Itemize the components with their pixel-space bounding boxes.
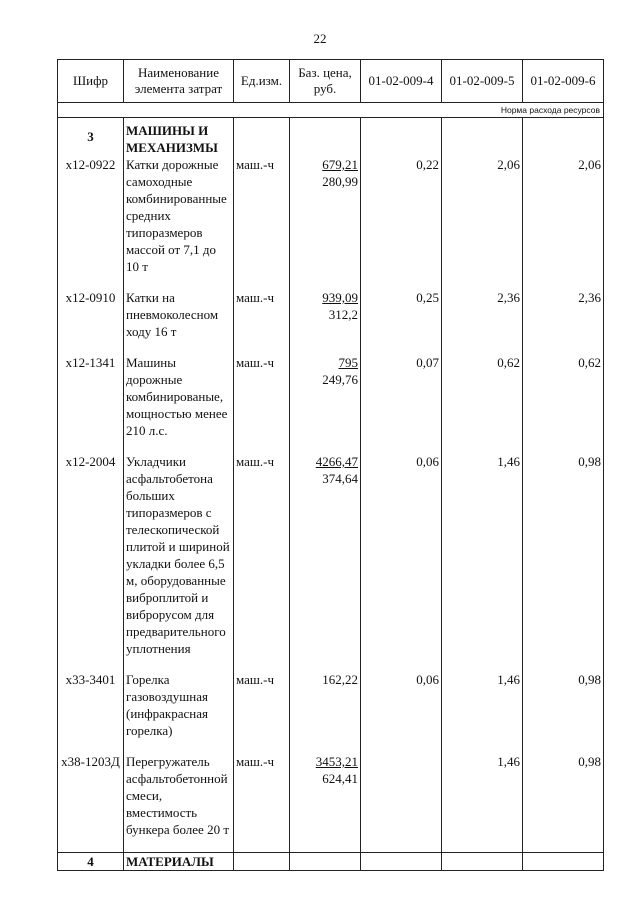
section-row xyxy=(58,122,604,156)
header-price: Баз. цена, руб. xyxy=(290,60,361,103)
table-row xyxy=(58,156,604,289)
row-name: Катки дорожные самоходные комбинированные средних типоразмеров массой от 7,1 до 10 т xyxy=(124,156,234,289)
price-bottom: 280,99 xyxy=(322,174,358,189)
row-code: х12-0910 xyxy=(58,289,124,354)
row-value-col2: 2,06 xyxy=(442,156,523,289)
norm-row xyxy=(58,103,604,118)
row-unit: маш.-ч xyxy=(234,289,290,354)
price-bottom: 249,76 xyxy=(322,372,358,387)
header-name: Наименование элемента затрат xyxy=(124,60,234,103)
header-col3: 01-02-009-6 xyxy=(523,60,604,103)
section-number: 3 xyxy=(58,122,124,156)
row-unit: маш.-ч xyxy=(234,753,290,853)
row-value-col1: 0,06 xyxy=(361,453,442,671)
row-value-col1: 0,22 xyxy=(361,156,442,289)
table-row xyxy=(58,671,604,753)
table-header-row xyxy=(58,60,604,103)
row-unit: маш.-ч xyxy=(234,156,290,289)
row-value-col2: 1,46 xyxy=(442,671,523,753)
header-col2: 01-02-009-5 xyxy=(442,60,523,103)
row-code: х38-1203Д xyxy=(58,753,124,853)
table-row xyxy=(58,354,604,453)
row-code: х33-3401 xyxy=(58,671,124,753)
price-bottom: 374,64 xyxy=(322,471,358,486)
row-value-col1: 0,25 xyxy=(361,289,442,354)
row-unit: маш.-ч xyxy=(234,671,290,753)
price-bottom: 162,22 xyxy=(322,672,358,687)
price-top: 939,09 xyxy=(322,290,358,305)
table-row xyxy=(58,453,604,671)
row-name: Горелка газовоздушная (инфракрасная горелка) xyxy=(124,671,234,753)
section-row xyxy=(58,853,604,871)
header-code: Шифр xyxy=(58,60,124,103)
row-value-col2: 2,36 xyxy=(442,289,523,354)
row-value-col3: 0,98 xyxy=(523,453,604,671)
row-code: х12-1341 xyxy=(58,354,124,453)
row-value-col2: 0,62 xyxy=(442,354,523,453)
row-value-col3: 2,36 xyxy=(523,289,604,354)
row-unit: маш.-ч xyxy=(234,354,290,453)
resource-table xyxy=(57,59,604,871)
row-code: х12-0922 xyxy=(58,156,124,289)
row-name: Перегружатель асфальтобетонной смеси, вместимость бункера более 20 т xyxy=(124,753,234,853)
price-bottom: 312,2 xyxy=(328,307,358,322)
section-title: МАШИНЫ И МЕХАНИЗМЫ xyxy=(124,122,234,156)
page-number: 22 xyxy=(313,31,327,46)
row-price xyxy=(290,753,361,853)
row-value-col3: 0,98 xyxy=(523,671,604,753)
row-code: х12-2004 xyxy=(58,453,124,671)
price-top: 3453,21 xyxy=(315,754,358,769)
norm-label: Норма расхода ресурсов xyxy=(58,103,604,118)
row-price xyxy=(290,289,361,354)
header-unit: Ед.изм. xyxy=(234,60,290,103)
row-value-col3: 2,06 xyxy=(523,156,604,289)
row-price xyxy=(290,453,361,671)
table-row xyxy=(58,289,604,354)
price-top: 795 xyxy=(338,355,358,370)
row-value-col1: 0,06 xyxy=(361,671,442,753)
row-price xyxy=(290,156,361,289)
row-value-col2: 1,46 xyxy=(442,753,523,853)
price-top: 679,21 xyxy=(322,157,358,172)
row-unit: маш.-ч xyxy=(234,453,290,671)
table-row xyxy=(58,753,604,853)
row-price xyxy=(290,671,361,753)
row-value-col3: 0,98 xyxy=(523,753,604,853)
row-name: Укладчики асфальтобетона больших типоразмеров с телескопической плитой и шириной укладки более 6,5 м, оборудованные виброплитой и виброрусом для предварительного уплотнения xyxy=(124,453,234,671)
row-name: Катки на пневмоколесном ходу 16 т xyxy=(124,289,234,354)
row-price xyxy=(290,354,361,453)
section-number: 4 xyxy=(58,853,124,871)
header-col1: 01-02-009-4 xyxy=(361,60,442,103)
row-value-col3: 0,62 xyxy=(523,354,604,453)
row-name: Машины дорожные комбинированые, мощностью менее 210 л.с. xyxy=(124,354,234,453)
row-value-col1: 0,07 xyxy=(361,354,442,453)
price-bottom: 624,41 xyxy=(322,771,358,786)
row-value-col1 xyxy=(361,753,442,853)
section-title: МАТЕРИАЛЫ xyxy=(124,853,234,871)
price-top: 4266,47 xyxy=(315,454,358,469)
row-value-col2: 1,46 xyxy=(442,453,523,671)
